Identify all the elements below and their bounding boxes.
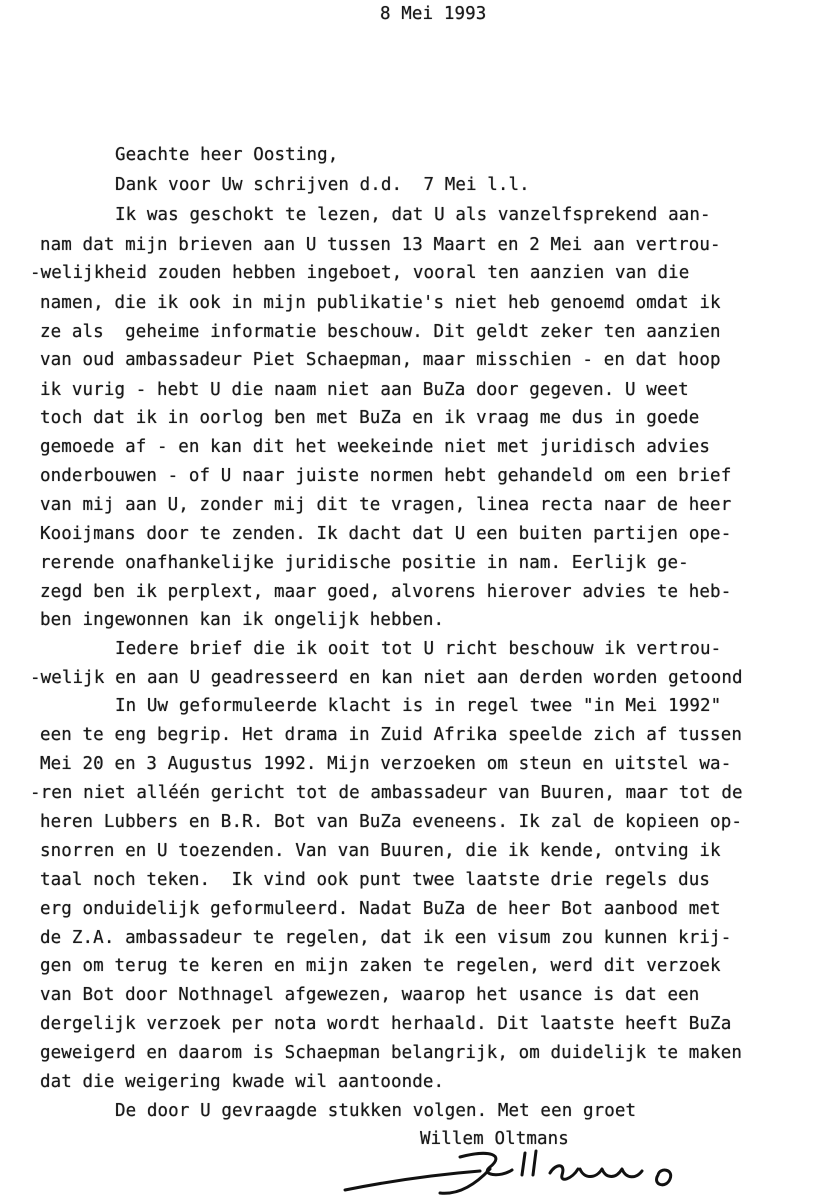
body-line: nam dat mijn brieven aan U tussen 13 Maart en 2 Mei aan vertrou-	[40, 235, 721, 255]
body-line: Kooijmans door te zenden. Ik dacht dat U een buiten partijen ope-	[40, 524, 732, 544]
body-line: toch dat ik in oorlog ben met BuZa en ik vraag me dus in goede	[40, 408, 700, 428]
body-line: dergelijk verzoek per nota wordt herhaald. Dit laatste heeft BuZa	[40, 1014, 732, 1034]
body-line: -ren niet alléén gericht tot de ambassadeur van Buuren, maar tot de	[30, 783, 743, 803]
body-line: zegd ben ik perplext, maar goed, alvorens hierover advies te heb-	[40, 582, 732, 602]
body-line: -welijkheid zouden hebben ingeboet, vooral ten aanzien van die	[30, 263, 690, 283]
body-line: snorren en U toezenden. Van van Buuren, die ik kende, ontving ik	[40, 841, 721, 861]
body-line: de Z.A. ambassadeur te regelen, dat ik een visum zou kunnen krij-	[40, 928, 732, 948]
body-line: -welijk en aan U geadresseerd en kan niet aan derden worden getoond	[30, 668, 743, 688]
body-line: namen, die ik ook in mijn publikatie's niet heb genoemd omdat ik	[40, 293, 721, 313]
body-line: ben ingewonnen kan ik ongelijk hebben.	[40, 610, 445, 630]
body-line: van mij aan U, zonder mij dit te vragen, linea recta naar de heer	[40, 495, 732, 515]
body-line: ik vurig - hebt U die naam niet aan BuZa door gegeven. U weet	[40, 380, 689, 400]
closing-line: De door U gevraagde stukken volgen. Met een groet	[115, 1101, 637, 1121]
body-line: van Bot door Nothnagel afgewezen, waarop het usance is dat een	[40, 985, 700, 1005]
body-line: Dank voor Uw schrijven d.d. 7 Mei l.l.	[115, 175, 530, 195]
body-line: van oud ambassadeur Piet Schaepman, maar misschien - en dat hoop	[40, 350, 721, 370]
body-line: ze als geheime informatie beschouw. Dit geldt zeker ten aanzien	[40, 322, 721, 342]
body-line: In Uw geformuleerde klacht is in regel twee "in Mei 1992"	[115, 696, 722, 716]
body-line: rerende onafhankelijke juridische positie in nam. Eerlijk ge-	[40, 553, 689, 573]
salutation: Geachte heer Oosting,	[115, 145, 339, 165]
body-line: taal noch teken. Ik vind ook punt twee laatste drie regels dus	[40, 870, 711, 890]
body-line: Ik was geschokt te lezen, dat U als vanzelfsprekend aan-	[115, 205, 711, 225]
body-line: heren Lubbers en B.R. Bot van BuZa eveneens. Ik zal de kopieen op-	[40, 812, 742, 832]
handwritten-signature-icon	[340, 1145, 700, 1200]
letter-date: 8 Mei 1993	[380, 4, 487, 24]
body-line: dat die weigering kwade wil aantoonde.	[40, 1072, 445, 1092]
body-line: onderbouwen - of U naar juiste normen hebt gehandeld om een brief	[40, 466, 732, 486]
body-line: erg onduidelijk geformuleerd. Nadat BuZa de heer Bot aanbood met	[40, 899, 721, 919]
body-line: gen om terug te keren en mijn zaken te regelen, werd dit verzoek	[40, 956, 721, 976]
signatory-name: Willem Oltmans	[420, 1129, 569, 1149]
body-line: een te eng begrip. Het drama in Zuid Afrika speelde zich af tussen	[40, 725, 742, 745]
body-line: Iedere brief die ik ooit tot U richt beschouw ik vertrou-	[115, 639, 722, 659]
body-line: Mei 20 en 3 Augustus 1992. Mijn verzoeken om steun en uitstel wa-	[40, 754, 732, 774]
body-line: gemoede af - en kan dit het weekeinde niet met juridisch advies	[40, 437, 711, 457]
body-line: geweigerd en daarom is Schaepman belangrijk, om duidelijk te maken	[40, 1043, 742, 1063]
